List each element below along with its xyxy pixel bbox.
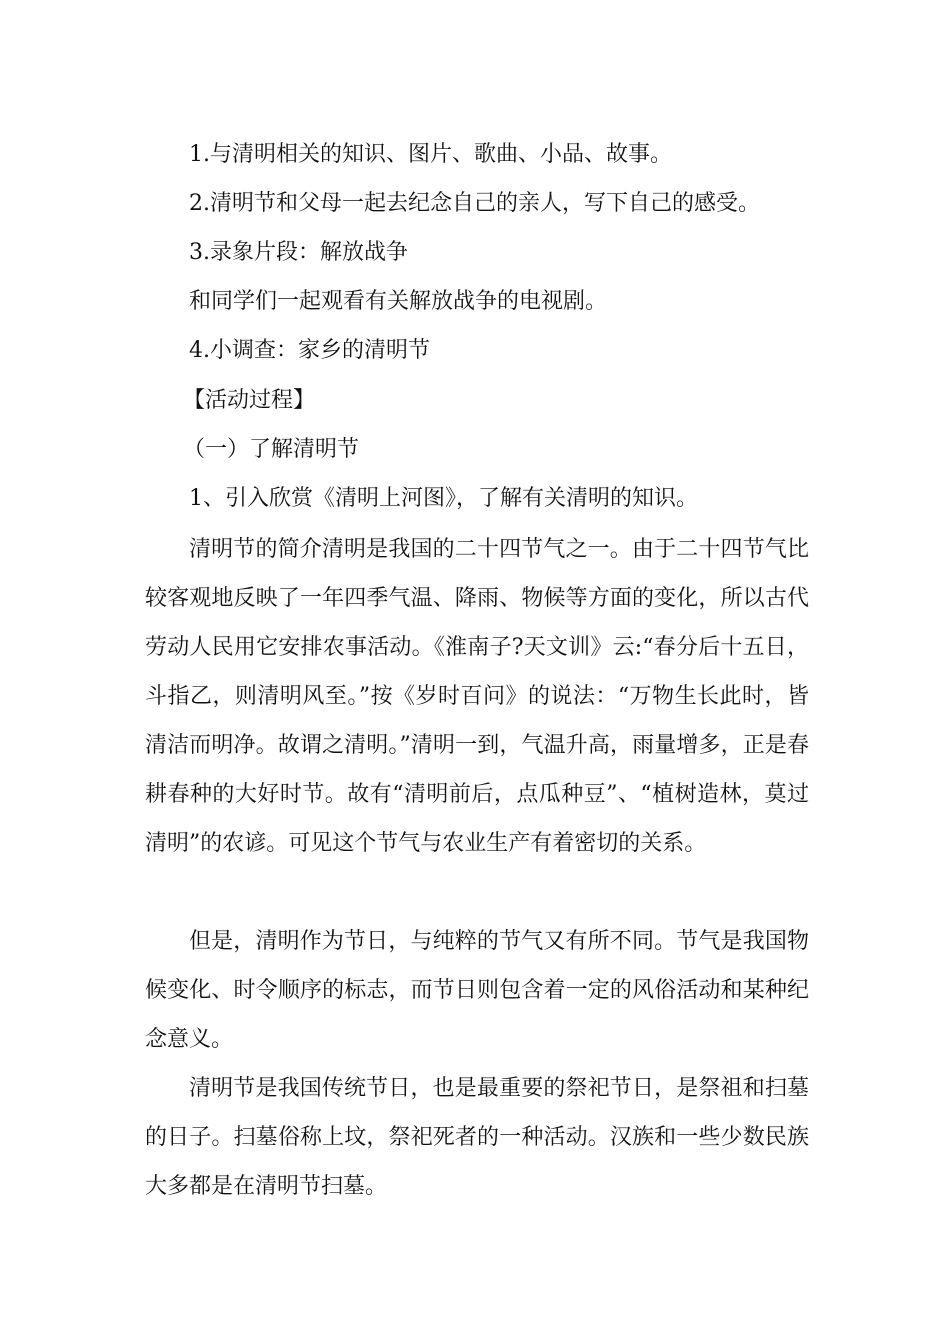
paragraph-1: 清明节的简介清明是我国的二十四节气之一。由于二十四节气比较客观地反映了一年四季气温、降雨、物候等方面的变化，所以古代劳动人民用它安排农事活动。《淮南子?天文训》云:“春分后十五日，斗指乙，则清明风至。”按《岁时百问》的说法：“万物生长此时，皆清洁而明净。故谓之清明。”清明一到，气温升高，雨量增多，正是春耕春种的大好时节。故有“清明前后，点瓜种豆”、“植树造林，莫过清明”的农谚。可见这个节气与农业生产有着密切的关系。 [145, 537, 809, 856]
list-item-4: 4.小调查：家乡的清明节 [189, 338, 430, 363]
section-heading: 【活动过程】 [183, 388, 316, 413]
paragraph-3: 清明节是我国传统节日，也是最重要的祭祀节日，是祭祖和扫墓的日子。扫墓俗称上坟，祭祀死者的一种活动。汉族和一些少数民族大多都是在清明节扫墓。 [145, 1076, 809, 1199]
step-1: 1、引入欣赏《清明上河图》，了解有关清明的知识。 [189, 486, 698, 511]
paragraph-2: 但是，清明作为节日，与纯粹的节气又有所不同。节气是我国物候变化、时令顺序的标志，而节日则包含着一定的风俗活动和某种纪念意义。 [145, 929, 809, 1052]
list-item-3: 3.录象片段：解放战争 [189, 240, 408, 265]
list-item-1: 1.与清明相关的知识、图片、歌曲、小品、故事。 [189, 142, 672, 167]
subsection-heading: （一）了解清明节 [183, 437, 360, 462]
list-item-2: 2.清明节和父母一起去纪念自己的亲人，写下自己的感受。 [189, 191, 760, 216]
list-item-3-detail: 和同学们一起观看有关解放战争的电视剧。 [189, 289, 608, 314]
